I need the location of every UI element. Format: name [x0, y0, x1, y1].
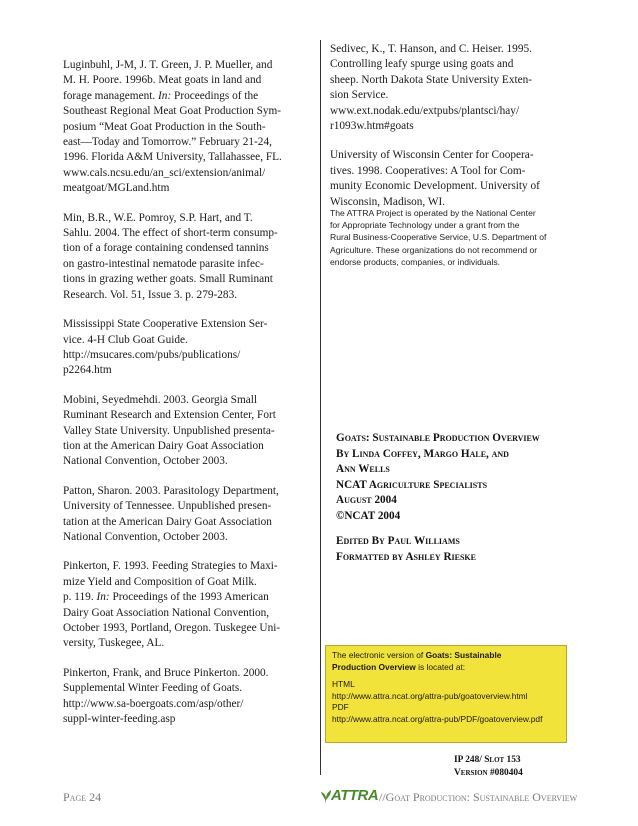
reference-url[interactable]: http://msucares.com/pubs/publications/	[63, 348, 241, 361]
reference-line: Pinkerton, Frank, and Bruce Pinkerton. 2000.	[63, 666, 269, 679]
reference-line: Valley State University. Unpublished presenta-	[63, 424, 275, 437]
reference-line: Wisconsin, Madison, WI.	[330, 195, 446, 208]
reference-line: Pinkerton, F. 1993. Feeding Strategies to Maxi-	[63, 560, 278, 573]
reference-line: tation at the American Dairy Goat Association	[63, 515, 272, 528]
reference-line: forage management. In: Proceedings of the	[63, 89, 259, 102]
reference-line: tion at the American Dairy Goat Association	[63, 439, 264, 452]
ebox-intro-2	[332, 662, 566, 674]
reference-line: Luginbuhl, J-M, J. T. Green, J. P. Mueller, and	[63, 59, 273, 71]
spacer	[336, 524, 576, 534]
reference-line: Research. Vol. 51, Issue 3. p. 279-283.	[63, 288, 238, 301]
disclaimer-line: endorse products, companies, or individuals.	[330, 256, 501, 267]
reference-line: posium “Meat Goat Production in the South-	[63, 120, 266, 133]
reference-pinkerton-1993	[63, 559, 313, 651]
reference-url[interactable]: p2264.htm	[63, 364, 112, 377]
editor-line: Edited By Paul Williams	[336, 535, 460, 547]
reference-line: vice. 4-H Club Goat Guide.	[63, 333, 188, 346]
reference-line: p. 119. In: Proceedings of the 1993 American	[63, 591, 269, 604]
reference-line: sion Service.	[330, 89, 389, 102]
reference-sedivec	[330, 42, 570, 134]
reference-line: east—Today and Tomorrow.” February 21-24,	[63, 136, 272, 149]
electronic-version-box	[325, 645, 567, 743]
reference-line: National Convention, October 2003.	[63, 530, 228, 543]
ip-slot: IP 248/ Slot 153	[454, 755, 521, 765]
reference-line: tions in grazing wether goats. Small Ruminant	[63, 273, 273, 286]
reference-url[interactable]: http://www.sa-boergoats.com/asp/other/	[63, 697, 244, 710]
reference-line: Supplemental Winter Feeding of Goats.	[63, 682, 243, 695]
publication-credits	[336, 431, 576, 565]
reference-patton	[63, 484, 313, 546]
reference-line: National Convention, October 2003.	[63, 455, 228, 468]
reference-line: Dairy Goat Association National Convention,	[63, 606, 270, 619]
copyright-line: ©NCAT 2004	[336, 509, 401, 522]
reference-line: munity Economic Development. University of	[330, 180, 540, 193]
ebox-intro	[332, 650, 566, 662]
html-link[interactable]: http://www.attra.ncat.org/attra-pub/goatoverview.html	[332, 690, 528, 701]
reference-line: Sedivec, K., T. Hanson, and C. Heiser. 1995.	[330, 43, 532, 55]
attra-disclaimer	[330, 207, 580, 268]
page-number: Page 24	[63, 790, 102, 804]
reference-line: 1996. Florida A&M University, Tallahassee, FL.	[63, 151, 282, 164]
ebox-intro-title-2: Production Overview	[332, 661, 416, 672]
reference-url[interactable]: www.cals.ncsu.edu/an_sci/extension/animal/	[63, 166, 266, 179]
reference-line: Controlling leafy spurge using goats and	[330, 58, 514, 71]
specialists-line: NCAT Agriculture Specialists	[336, 478, 488, 491]
reference-line: Ruminant Research and Extension Center, Fort	[63, 409, 276, 422]
reference-line: Min, B.R., W.E. Pomroy, S.P. Hart, and T.	[63, 211, 253, 224]
html-label: HTML	[332, 679, 355, 690]
reference-line: Mississippi State Cooperative Extension Ser-	[63, 318, 268, 331]
page-footer	[63, 787, 578, 806]
reference-line: Sahlu. 2004. The effect of short-term consump-	[63, 227, 278, 240]
publication-date: August 2004	[336, 494, 397, 506]
column-divider	[320, 40, 321, 775]
reference-url[interactable]: www.ext.nodak.edu/extpubs/plantsci/hay/	[330, 104, 520, 117]
reference-url[interactable]: meatgoat/MGLand.htm	[63, 182, 170, 195]
version-number: Version #080404	[454, 768, 523, 778]
disclaimer-line: Rural Business-Cooperative Service, U.S. Department of	[330, 232, 547, 243]
ebox-intro-title: Goats: Sustainable	[425, 650, 502, 660]
in-marker: In:	[158, 89, 172, 102]
ebox-intro-prefix: The electronic version of	[332, 650, 426, 660]
in-marker: In:	[96, 591, 110, 604]
pdf-label: PDF	[332, 702, 349, 713]
right-reference-column	[330, 42, 570, 224]
disclaimer-line: The ATTRA Project is operated by the National Center	[330, 208, 536, 218]
reference-pinkerton-2000	[63, 666, 313, 728]
reference-line: sheep. North Dakota State University Exten-	[330, 73, 533, 86]
reference-luginbuhl	[63, 58, 313, 197]
reference-line: University of Tennessee. Unpublished presen-	[63, 500, 272, 513]
reference-min	[63, 211, 313, 303]
reference-line: tion of a forage containing condensed tannins	[63, 242, 269, 255]
authors-line: Ann Wells	[336, 463, 390, 475]
reference-line: versity, Tuskegee, AL.	[63, 637, 165, 650]
reference-line: M. H. Poore. 1996b. Meat goats in land and	[63, 74, 262, 87]
left-reference-column	[63, 58, 313, 741]
disclaimer-line: Agriculture. These organizations do not recommend or	[330, 244, 538, 255]
publication-title: Goats: Sustainable Production Overview	[336, 432, 540, 444]
reference-line: Patton, Sharon. 2003. Parasitology Department,	[63, 484, 279, 497]
logo-text: ATTRA	[331, 787, 379, 804]
authors-line: By Linda Coffey, Margo Hale, and	[336, 447, 509, 460]
disclaimer-line: for Appropriate Technology under a grant from the	[330, 220, 520, 231]
reference-line: on gastro-intestinal nematode parasite infec-	[63, 257, 264, 270]
reference-line: mize Yield and Composition of Goat Milk.	[63, 575, 257, 588]
reference-line: Mobini, Seyedmehdi. 2003. Georgia Small	[63, 393, 258, 406]
reference-line: Southeast Regional Meat Goat Production Sym-	[63, 105, 282, 118]
reference-wisconsin	[330, 148, 570, 210]
publication-ids	[454, 754, 574, 780]
reference-line: October 1993, Portland, Oregon. Tuskegee Uni-	[63, 622, 281, 634]
reference-line: tives. 1998. Cooperatives: A Tool for Com-	[330, 164, 526, 177]
reference-mobini	[63, 393, 313, 470]
reference-line: University of Wisconsin Center for Coopera-	[330, 149, 534, 162]
pdf-link[interactable]: http://www.attra.ncat.org/attra-pub/PDF/goatoverview.pdf	[332, 713, 543, 724]
reference-mississippi	[63, 317, 313, 379]
reference-url[interactable]: suppl-winter-feeding.asp	[63, 713, 176, 726]
reference-url[interactable]: r1093w.htm#goats	[330, 120, 414, 133]
ebox-intro-suffix: is located at:	[415, 661, 466, 672]
formatter-line: Formatted by Ashley Rieske	[336, 550, 476, 563]
running-title: //Goat Production: Sustainable Overview	[379, 790, 578, 804]
